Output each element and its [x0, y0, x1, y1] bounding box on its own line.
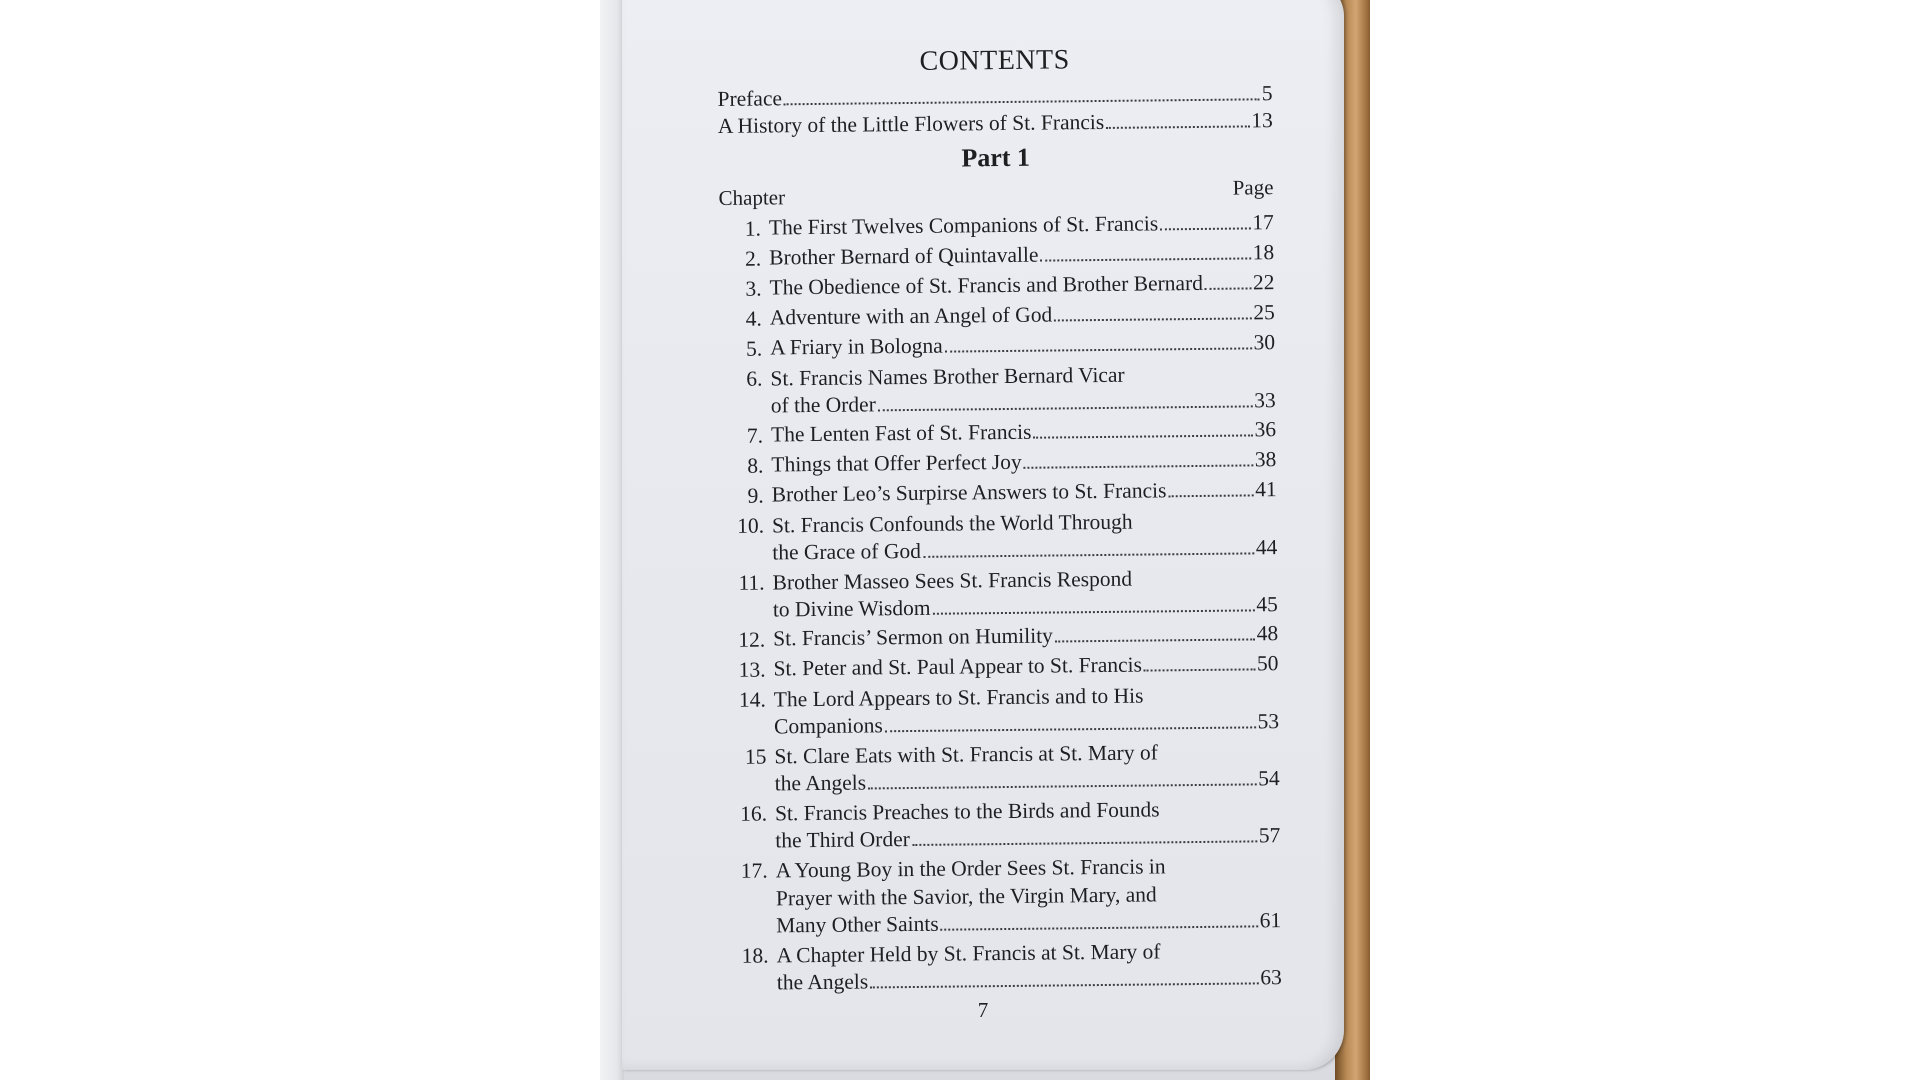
chapter-title-line — [776, 907, 1281, 939]
chapter-entry — [722, 563, 1278, 624]
entry-title: A History of the Little Flowers of St. Francis — [717, 109, 1105, 138]
chapter-page: 53 — [1257, 709, 1280, 734]
chapter-title-line: St. Clare Eats with St. Francis at St. Mary of — [774, 740, 1158, 769]
column-headings — [718, 175, 1274, 211]
dot-leader — [1024, 464, 1253, 468]
chapter-entry — [726, 936, 1282, 997]
chapter-title-line — [775, 765, 1280, 797]
chapter-title-line — [773, 650, 1278, 682]
chapter-number: 7. — [746, 423, 764, 448]
chapter-page: 22 — [1252, 270, 1275, 295]
chapter-number: 16. — [740, 801, 768, 826]
chapter-column-heading: Chapter — [718, 185, 786, 210]
chapter-title-text: the Third Order — [775, 827, 910, 853]
chapter-title-line: Brother Masseo Sees St. Francis Respond — [772, 566, 1133, 595]
chapter-number: 9. — [747, 483, 764, 508]
chapter-number: 2. — [744, 246, 762, 271]
chapter-page: 41 — [1255, 477, 1277, 502]
chapter-title-text: to Divine Wisdom — [772, 595, 931, 622]
chapter-entry — [723, 650, 1278, 684]
chapter-entry — [724, 737, 1280, 798]
entry-title: Preface — [717, 86, 783, 111]
chapter-page: 61 — [1259, 908, 1282, 933]
dot-leader — [1160, 227, 1250, 230]
chapter-title — [774, 680, 1280, 740]
chapter-title-text: Brother Bernard of Quintavalle — [769, 242, 1039, 270]
dot-leader — [945, 347, 1252, 352]
chapter-title — [770, 329, 1275, 362]
chapter-entry — [719, 269, 1274, 303]
chapter-entry — [720, 299, 1275, 333]
dot-leader — [1040, 257, 1250, 261]
dot-leader — [1168, 494, 1253, 497]
chapter-page: 36 — [1254, 417, 1277, 442]
chapter-entry — [723, 620, 1278, 654]
chapter-number: 17. — [740, 858, 768, 883]
chapter-title-text: A Friary in Bologna — [770, 333, 943, 360]
chapter-title — [769, 269, 1274, 302]
chapter-title — [775, 851, 1281, 939]
chapter-number: 15 — [744, 744, 767, 769]
dot-leader — [933, 609, 1255, 614]
chapter-entry — [725, 794, 1281, 855]
chapter-entry — [724, 680, 1280, 741]
page-number: 7 — [977, 998, 989, 1022]
dot-leader — [1106, 125, 1249, 128]
chapter-page: 50 — [1256, 651, 1279, 676]
dot-leader — [784, 98, 1260, 105]
chapter-title-line: A Young Boy in the Order Sees St. Francis in — [775, 854, 1166, 883]
chapter-number: 8. — [747, 453, 764, 478]
chapter-title-line — [770, 299, 1275, 331]
chapter-page: 30 — [1253, 330, 1276, 355]
chapter-entry — [719, 239, 1274, 273]
table-of-contents — [717, 42, 1282, 997]
chapter-title-text: the Angels — [776, 969, 869, 995]
chapter-title — [773, 620, 1278, 653]
chapter-title-line — [777, 964, 1282, 996]
chapter-title-text: St. Francis’ Sermon on Humility — [773, 623, 1053, 651]
chapter-page: 18 — [1252, 240, 1275, 265]
chapter-title-text: Many Other Saints — [776, 911, 939, 938]
chapter-title — [775, 794, 1281, 854]
chapter-page: 57 — [1258, 823, 1281, 848]
chapter-title-text: The Obedience of St. Francis and Brother Bernard — [769, 270, 1204, 300]
chapter-title-text: the Angels — [774, 770, 867, 796]
dot-leader — [912, 840, 1257, 846]
contents-title: CONTENTS — [919, 44, 1070, 77]
chapter-number: 5. — [745, 336, 763, 361]
chapter-title-line — [770, 329, 1275, 361]
chapter-list — [719, 209, 1282, 997]
chapter-title-line: Prayer with the Savior, the Virgin Mary, and — [775, 882, 1157, 911]
chapter-title-text: Things that Offer Perfect Joy — [771, 449, 1022, 477]
dot-leader — [1205, 287, 1251, 289]
chapter-title — [772, 476, 1277, 509]
dot-leader — [941, 925, 1258, 930]
dot-leader — [1144, 668, 1255, 671]
facing-page-edge — [600, 0, 624, 1080]
page-column-heading: Page — [1232, 175, 1274, 200]
chapter-title-text: St. Peter and St. Paul Appear to St. Francis — [773, 652, 1143, 681]
chapter-title — [770, 359, 1276, 419]
dot-leader — [1033, 434, 1252, 438]
dot-leader — [868, 783, 1256, 789]
chapter-title — [772, 563, 1278, 623]
chapter-page: 25 — [1253, 300, 1275, 325]
chapter-title-line — [771, 416, 1276, 448]
chapter-title-line — [769, 209, 1274, 241]
chapter-entry — [722, 476, 1277, 510]
chapter-title-text: Companions — [773, 713, 883, 739]
part-heading: Part 1 — [961, 142, 1031, 173]
chapter-title-text: The Lenten Fast of St. Francis — [770, 419, 1032, 447]
chapter-page: 54 — [1258, 766, 1280, 791]
dot-leader — [885, 726, 1256, 732]
chapter-title-line: The Lord Appears to St. Francis and to His — [773, 683, 1144, 712]
chapter-title-text: the Grace of God — [772, 538, 922, 565]
chapter-page: 48 — [1256, 621, 1279, 646]
book-photo — [600, 0, 1370, 1080]
chapter-title-text: Adventure with an Angel of God — [769, 302, 1053, 330]
chapter-title — [769, 209, 1274, 242]
chapter-title-text: Brother Leo’s Surpirse Answers to St. Francis — [771, 478, 1167, 507]
chapter-title — [772, 506, 1278, 566]
front-entry-history — [718, 107, 1273, 140]
chapter-title-line — [771, 446, 1276, 478]
chapter-entry — [722, 506, 1278, 567]
chapter-title-text: The First Twelves Companions of St. Francis — [768, 211, 1159, 240]
chapter-title — [773, 650, 1278, 683]
chapter-entry — [721, 446, 1276, 480]
chapter-title-line — [769, 269, 1274, 301]
chapter-entry — [719, 209, 1274, 243]
chapter-number: 4. — [745, 306, 762, 331]
entry-page: 13 — [1251, 108, 1273, 133]
chapter-title-line — [773, 591, 1278, 623]
chapter-title-line — [769, 239, 1274, 271]
chapter-entry — [720, 329, 1275, 363]
chapter-title — [771, 446, 1276, 479]
chapter-number: 10. — [737, 513, 765, 538]
chapter-title — [776, 936, 1282, 996]
chapter-number: 6. — [746, 366, 763, 391]
chapter-page: 33 — [1254, 388, 1276, 413]
dot-leader — [878, 405, 1252, 411]
chapter-title-line: St. Francis Confounds the World Through — [771, 509, 1133, 538]
chapter-title-line — [771, 387, 1276, 419]
dot-leader — [1054, 317, 1251, 321]
chapter-title — [774, 737, 1280, 797]
chapter-title-line — [772, 476, 1277, 508]
chapter-entry — [725, 851, 1281, 940]
chapter-number: 1. — [744, 216, 762, 241]
chapter-page: 45 — [1256, 592, 1278, 617]
chapter-number: 12. — [738, 627, 766, 652]
chapter-title-line — [772, 534, 1277, 566]
chapter-title-text: of the Order — [770, 392, 876, 418]
chapter-entry — [721, 416, 1276, 450]
chapter-title-line — [775, 822, 1280, 854]
chapter-title-line — [773, 620, 1278, 652]
chapter-title-line: A Chapter Held by St. Francis at St. Mary of — [776, 939, 1161, 968]
chapter-number: 11. — [738, 570, 765, 595]
dot-leader — [923, 552, 1254, 557]
chapter-number: 13. — [738, 657, 766, 682]
book-page — [622, 0, 1344, 1070]
dot-leader — [870, 982, 1258, 988]
chapter-number: 14. — [738, 687, 766, 712]
chapter-title — [771, 416, 1276, 449]
chapter-title-line: St. Francis Preaches to the Birds and Founds — [774, 797, 1160, 826]
entry-page: 5 — [1261, 81, 1273, 106]
chapter-number: 18. — [741, 943, 769, 968]
chapter-page: 17 — [1252, 210, 1274, 235]
chapter-number: 3. — [745, 276, 762, 301]
chapter-page: 38 — [1254, 447, 1277, 472]
chapter-page: 63 — [1260, 965, 1282, 990]
chapter-title-line: St. Francis Names Brother Bernard Vicar — [770, 362, 1125, 391]
chapter-title — [769, 239, 1274, 272]
dot-leader — [1055, 638, 1255, 642]
chapter-title-line — [774, 708, 1279, 740]
chapter-title — [770, 299, 1275, 332]
chapter-page: 44 — [1255, 535, 1278, 560]
chapter-entry — [720, 359, 1276, 420]
